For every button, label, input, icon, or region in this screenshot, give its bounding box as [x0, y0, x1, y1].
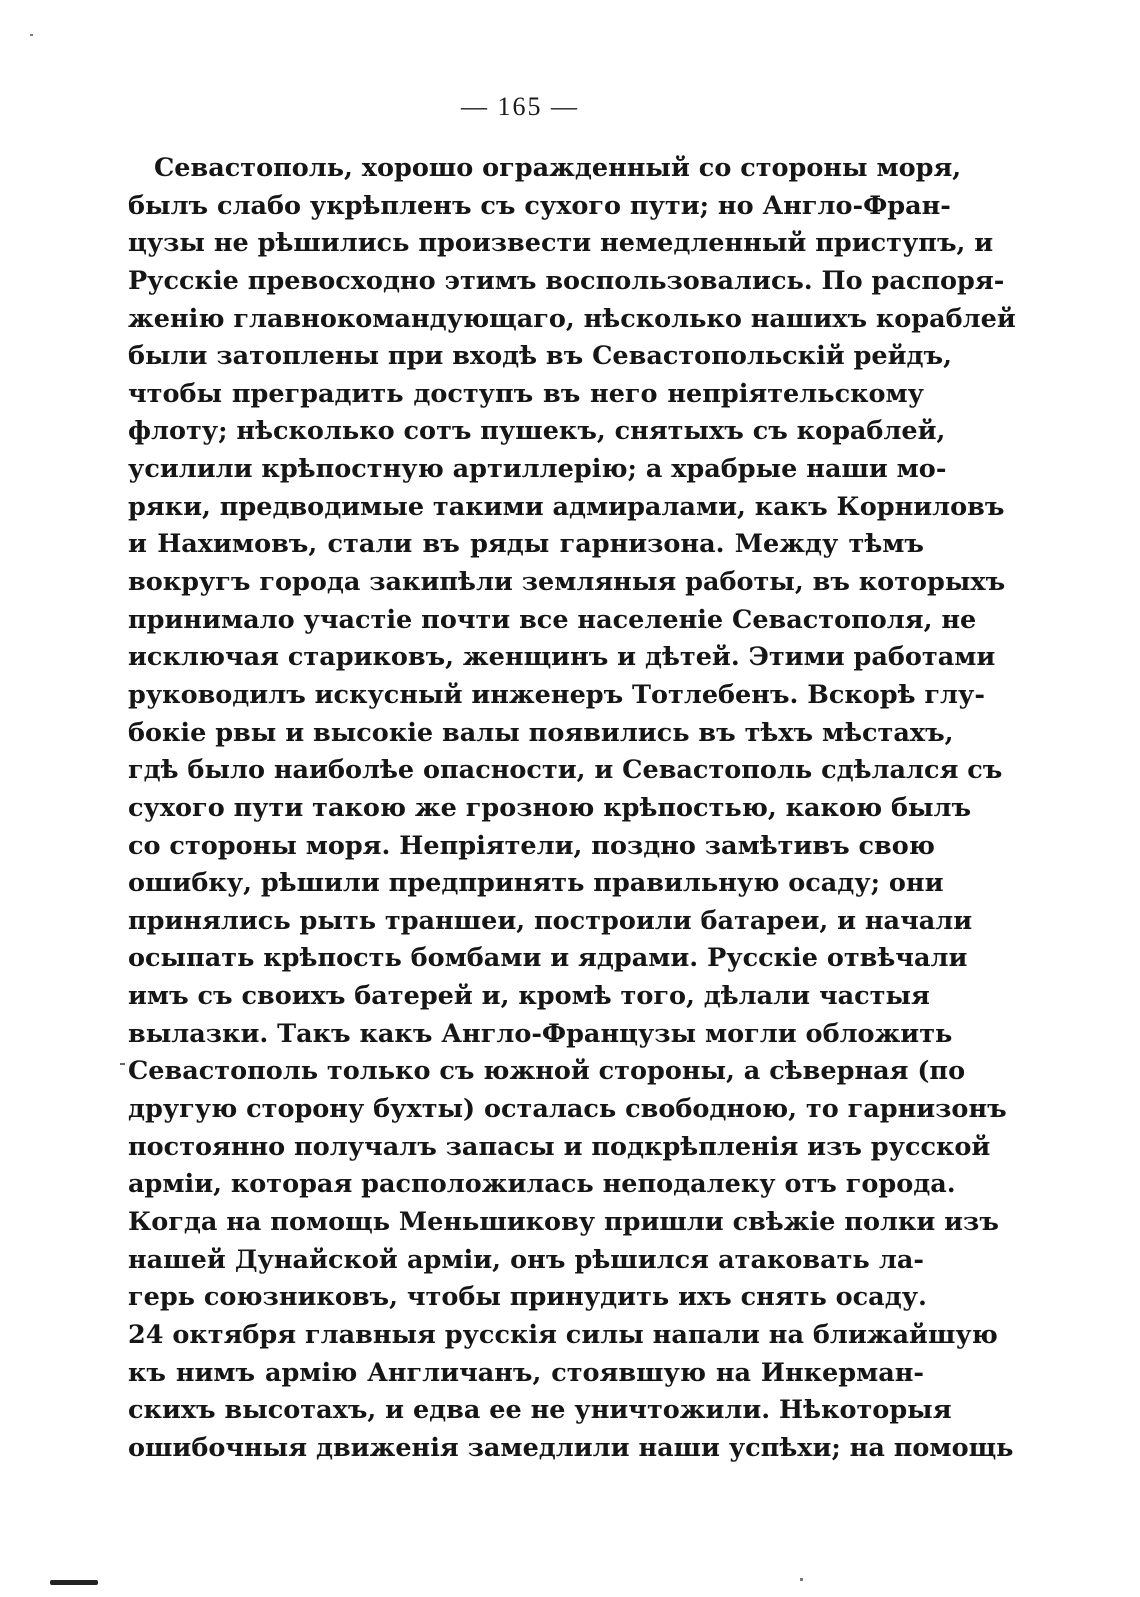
text-line: постоянно получалъ запасы и подкрѣпленія изъ русской — [128, 1131, 991, 1162]
text-line: цузы не рѣшились произвести немедленный приступъ, и — [128, 228, 994, 259]
text-line: ряки, предводимые такими адмиралами, какъ Корниловъ — [128, 491, 1005, 522]
text-line: сухого пути такою же грозною крѣпостью, какою былъ — [128, 792, 972, 823]
text-line: ошибку, рѣшили предпринять правильную осаду; они — [128, 868, 944, 899]
text-line: Когда на помощь Меньшикову пришли свѣжіе полки изъ — [128, 1206, 999, 1237]
text-line: осыпать крѣпость бомбами и ядрами. Русскіе отвѣчали — [128, 943, 968, 974]
page-number: — 165 — — [461, 92, 579, 121]
text-line: скихъ высотахъ, и едва ее не уничтожили. Нѣкоторыя — [128, 1395, 952, 1426]
text-line: со стороны моря. Непріятели, поздно замѣтивъ свою — [128, 830, 935, 861]
body-text — [128, 150, 1016, 1467]
text-line: чтобы преградить доступъ въ него непріятельскому — [128, 378, 924, 409]
text-line: нашей Дунайской арміи, онъ рѣшился атаковать ла- — [128, 1244, 924, 1275]
text-line: женію главнокомандующаго, нѣсколько нашихъ кораблей — [128, 303, 1016, 334]
text-line: къ нимъ армію Англичанъ, стоявшую на Инкерман- — [128, 1357, 924, 1388]
text-line: Русскіе превосходно этимъ воспользовались. По распоря- — [128, 265, 1005, 296]
text-line: ошибочныя движенія замедлили наши успѣхи; на помощь — [128, 1432, 1014, 1463]
text-line: и Нахимовъ, стали въ ряды гарнизона. Между тѣмъ — [128, 529, 924, 560]
text-line: вокругъ города закипѣли земляныя работы, въ которыхъ — [128, 567, 1006, 598]
text-line: арміи, которая расположилась неподалеку отъ города. — [128, 1169, 956, 1200]
text-line: Севастополь только съ южной стороны, а сѣверная (по — [128, 1056, 966, 1087]
text-line: гдѣ было наиболѣе опасности, и Севастополь сдѣлался съ — [128, 755, 1003, 786]
text-line: былъ слабо укрѣпленъ съ сухого пути; но Англо-Фран- — [128, 190, 951, 221]
text-line: имъ съ своихъ батерей и, кромѣ того, дѣлали частыя — [128, 981, 930, 1012]
scan-speck — [30, 34, 33, 36]
scan-speck — [50, 1580, 98, 1585]
text-line: вылазки. Такъ какъ Англо-Французы могли обложить — [128, 1018, 953, 1049]
text-line: 24 октября главныя русскія силы напали на ближайшую — [128, 1319, 998, 1350]
text-line: усилили крѣпостную артиллерію; а храбрые наши мо- — [128, 454, 947, 485]
text-line: были затоплены при входѣ въ Севастопольскій рейдъ, — [128, 341, 952, 372]
text-line: принимало участіе почти все населеніе Севастополя, не — [128, 604, 977, 635]
text-line: бокіе рвы и высокіе валы появились въ тѣхъ мѣстахъ, — [128, 717, 954, 748]
text-line: руководилъ искусный инженеръ Тотлебенъ. Вскорѣ глу- — [128, 679, 985, 710]
text-line: герь союзниковъ, чтобы принудить ихъ снять осаду. — [128, 1282, 927, 1313]
text-line: другую сторону бухты) осталась свободною, то гарнизонъ — [128, 1094, 1007, 1125]
text-line: Севастополь, хорошо огражденный со стороны моря, — [154, 153, 962, 183]
text-line: принялись рыть траншеи, построили батареи, и начали — [128, 905, 973, 936]
text-line: исключая стариковъ, женщинъ и дѣтей. Этими работами — [128, 642, 996, 673]
scan-speck — [120, 1063, 125, 1065]
text-line: флоту; нѣсколько сотъ пушекъ, снятыхъ съ кораблей, — [128, 416, 946, 447]
scan-speck — [800, 1578, 803, 1581]
